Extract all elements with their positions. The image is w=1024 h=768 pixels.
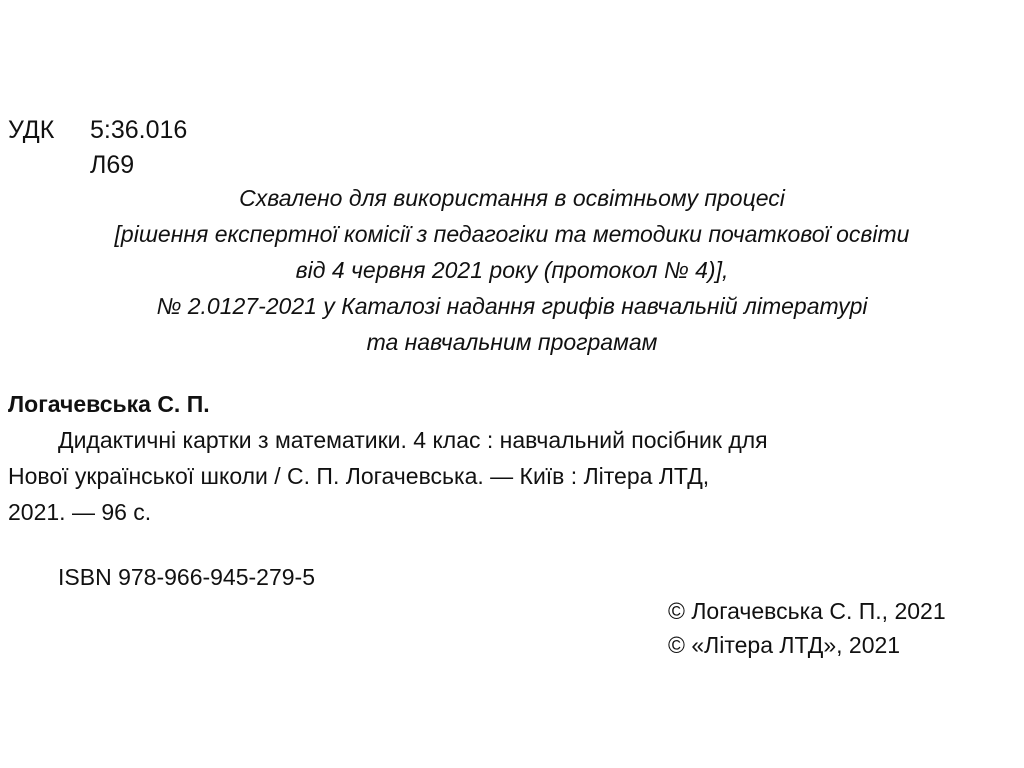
copyright-line: © «Літера ЛТД», 2021 (668, 632, 901, 658)
author-name: Логачевська С. П. (8, 391, 210, 417)
biblio-line: Дидактичні картки з математики. 4 клас : навчальний посібник для (58, 427, 768, 453)
udk-row (8, 112, 187, 148)
library-code: Л69 (90, 151, 135, 179)
copyright-block (668, 594, 946, 662)
approval-line: № 2.0127-2021 у Каталозі надання грифів навчальній літературі (156, 293, 868, 319)
approval-statement (0, 180, 1024, 360)
approval-line: [рішення експертної комісії з педагогіки та методики початкової освіти (114, 221, 910, 247)
bibliographic-description (8, 422, 908, 530)
approval-line: від 4 червня 2021 року (протокол № 4)], (295, 257, 729, 283)
biblio-line: 2021. — 96 с. (8, 499, 152, 525)
approval-line: Схвалено для використання в освітньому процесі (239, 185, 785, 211)
isbn: ISBN 978-966-945-279-5 (58, 564, 315, 590)
copyright-line: © Логачевська С. П., 2021 (668, 598, 946, 624)
approval-line: та навчальним програмам (366, 329, 658, 355)
biblio-line: Нової української школи / С. П. Логачевська. — Київ : Літера ЛТД, (8, 463, 710, 489)
udk-code: 5:36.016 (90, 116, 188, 144)
udk-label: УДК (8, 116, 55, 144)
